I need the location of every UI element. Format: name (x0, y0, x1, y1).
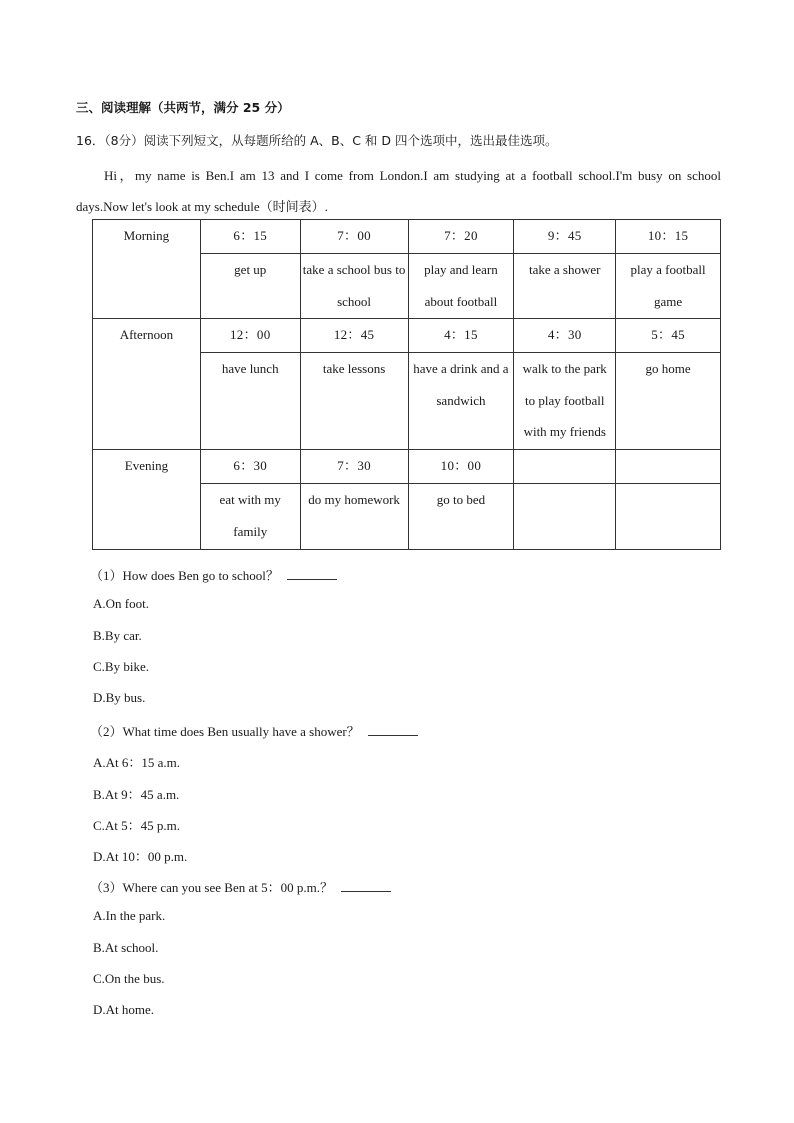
time-cell: 6：15 (200, 220, 300, 254)
option-b[interactable]: B.By car. (93, 628, 142, 643)
option-b[interactable]: B.At school. (93, 940, 159, 955)
activity-cell: take a shower (514, 254, 616, 319)
table-row (93, 450, 721, 484)
answer-blank[interactable] (368, 723, 418, 736)
activity-cell (616, 484, 721, 550)
time-cell: 5：45 (616, 319, 721, 353)
activity-cell (514, 484, 616, 550)
activity-cell: have lunch (200, 353, 300, 450)
question-2 (90, 721, 418, 740)
time-cell: 4：30 (514, 319, 616, 353)
activity-cell: have a drink and a sandwich (408, 353, 514, 450)
time-cell: 7：00 (300, 220, 408, 254)
time-cell: 10：00 (408, 450, 514, 484)
option-a[interactable]: A.On foot. (93, 596, 149, 611)
option-a[interactable]: A.At 6：15 a.m. (93, 755, 181, 770)
time-cell: 7：20 (408, 220, 514, 254)
time-cell: 9：45 (514, 220, 616, 254)
time-cell: 4：15 (408, 319, 514, 353)
option-c[interactable]: C.At 5：45 p.m. (93, 818, 181, 833)
reading-passage: Hi，my name is Ben.I am 13 and I come from London.I am studying at a football school.I'm busy on school days.Now let's look at my schedule（时间表）. (76, 168, 721, 214)
time-cell: 12：00 (200, 319, 300, 353)
time-cell (514, 450, 616, 484)
question-prompt: （1）How does Ben go to school？ (90, 568, 279, 583)
period-label: Afternoon (93, 319, 201, 450)
activity-cell: take a school bus to school (300, 254, 408, 319)
activity-cell: walk to the park to play football with my friends (514, 353, 616, 450)
activity-cell: play a football game (616, 254, 721, 319)
question-1 (90, 565, 337, 584)
activity-cell: take lessons (300, 353, 408, 450)
time-cell (616, 450, 721, 484)
schedule-table (92, 219, 721, 550)
option-d[interactable]: D.By bus. (93, 690, 146, 705)
table-row (93, 220, 721, 254)
activity-cell: do my homework (300, 484, 408, 550)
time-cell: 7：30 (300, 450, 408, 484)
question-3 (90, 877, 391, 896)
option-a[interactable]: A.In the park. (93, 908, 166, 923)
question-prompt: （2）What time does Ben usually have a shower？ (90, 724, 360, 739)
table-row (93, 319, 721, 353)
time-cell: 6：30 (200, 450, 300, 484)
activity-cell: go to bed (408, 484, 514, 550)
option-c[interactable]: C.On the bus. (93, 971, 165, 986)
period-label: Evening (93, 450, 201, 550)
time-cell: 10：15 (616, 220, 721, 254)
answer-blank[interactable] (287, 567, 337, 580)
activity-cell: play and learn about football (408, 254, 514, 319)
activity-cell: get up (200, 254, 300, 319)
question-prompt: （3）Where can you see Ben at 5：00 p.m.？ (90, 880, 333, 895)
activity-cell: go home (616, 353, 721, 450)
activity-cell: eat with my family (200, 484, 300, 550)
question-instruction: 16．（8分）阅读下列短文，从每题所给的 A、B、C 和 D 四个选项中，选出最佳选项。 (76, 133, 558, 148)
time-cell: 12：45 (300, 319, 408, 353)
option-c[interactable]: C.By bike. (93, 659, 149, 674)
option-d[interactable]: D.At home. (93, 1002, 155, 1017)
answer-blank[interactable] (341, 879, 391, 892)
period-label: Morning (93, 220, 201, 319)
section-title: 三、阅读理解（共两节，满分 25 分） (76, 100, 290, 115)
option-b[interactable]: B.At 9：45 a.m. (93, 787, 180, 802)
option-d[interactable]: D.At 10：00 p.m. (93, 849, 188, 864)
